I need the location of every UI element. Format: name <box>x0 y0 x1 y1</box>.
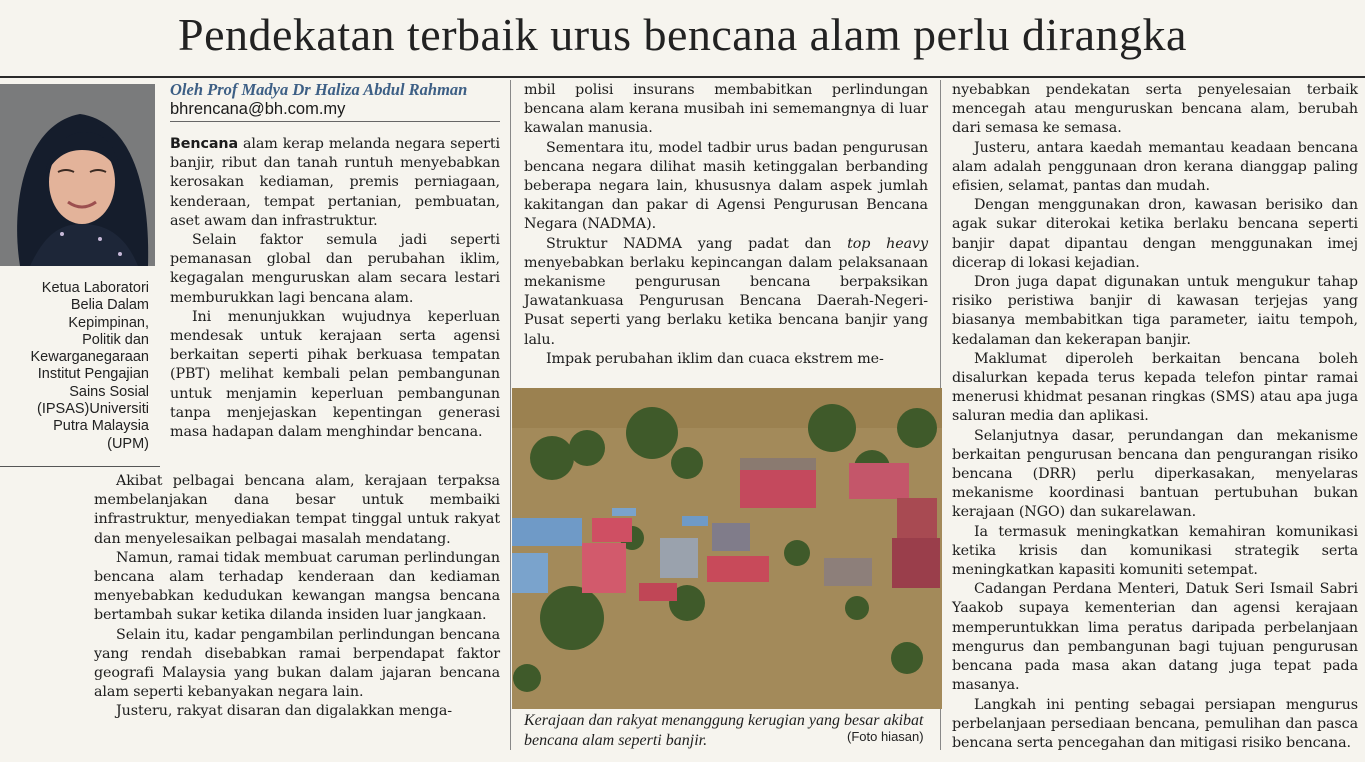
article-column-1 <box>170 135 500 442</box>
caption-line: Sains Sosial <box>69 383 149 400</box>
paragraph: mbil polisi insurans membabitkan perlindungan bencana alam kerana musibah ini sememangnya di luar kawalan manusia. <box>524 82 928 137</box>
column-divider <box>510 80 511 750</box>
paragraph <box>524 235 928 350</box>
paragraph: Cadangan Perdana Menteri, Datuk Seri Ismail Sabri Yaakob supaya kementerian dan agensi kerajaan memperuntukkan lima peratus daripada perbelanjaan mengurus dan pembangunan bagi tujuan pengurusan bencana pada masa akan datang juga tepat pada masanya. <box>952 581 1358 694</box>
author-caption <box>0 280 149 453</box>
paragraph: Impak perubahan iklim dan cuaca ekstrem me- <box>546 350 884 367</box>
byline-rule <box>170 121 500 122</box>
paragraph: Selain itu, kadar pengambilan perlindungan bencana yang rendah disebabkan ramai berpendapat faktor geografi Malaysia yang bukan dalam jajaran bencana alam seperti kebanyakan negara lain. <box>94 626 500 701</box>
paragraph: Akibat pelbagai bencana alam, kerajaan terpaksa membelanjakan dana besar untuk membaiki infrastruktur, menyediakan tempat tinggal untuk rakyat dan menyelesaikan pelbagai masalah mendatang. <box>94 473 500 547</box>
paragraph: Dron juga dapat digunakan untuk mengukur tahap risiko peristiwa banjir di kawasan terjejas yang biasanya membabitkan tiga parameter, iaitu tempoh, kedalaman dan kekerapan banjir. <box>952 274 1358 348</box>
caption-line: Putra Malaysia <box>53 418 149 435</box>
caption-line: Ketua Laboratori <box>41 280 149 296</box>
lead-word: Bencana <box>170 136 239 152</box>
photo-caption: Kerajaan dan rakyat menanggung kerugian yang besar akibat bencana alam seperti banjir. <box>524 712 924 749</box>
caption-line: Institut Pengajian <box>37 366 149 383</box>
caption-line: Politik dan <box>82 331 149 348</box>
byline: Oleh Prof Madya Dr Haliza Abdul Rahman <box>170 80 468 99</box>
caption-line: (UPM) <box>107 435 149 452</box>
paragraph: Dengan menggunakan dron, kawasan berisiko dan agak sukar diterokai ketika berlaku bencana seperti banjir dapat dipantau dengan menggunakan imej dicerap di lokasi kejadian. <box>952 197 1358 271</box>
paragraph: Justeru, rakyat disaran dan digalakkan menga- <box>116 703 452 720</box>
paragraph: Sementara itu, model tadbir urus badan pengurusan bencana negara dilihat masih ketinggalan berbanding beberapa negara lain, khususnya dalam aspek jumlah kakitangan dan pakar di Agensi Pengurusan Bencana Negara (NADMA). <box>524 139 928 233</box>
photo-credit: (Foto hiasan) <box>847 729 924 744</box>
paragraph: Namun, ramai tidak membuat caruman perlindungan bencana alam terhadap kenderaan dan kediaman menyebabkan kedudukan kewangan mangsa bencana bertambah sukar ketika dilanda insiden luar jangkaan. <box>94 549 500 624</box>
italic-phrase: top heavy <box>847 235 928 252</box>
article-column-1-lower <box>94 472 500 722</box>
headline-rule <box>0 76 1365 78</box>
headline: Pendekatan terbaik urus bencana alam perlu dirangka <box>178 9 1187 60</box>
caption-line: Kewarganegaraan <box>30 349 149 366</box>
author-photo <box>0 84 155 266</box>
paragraph: Justeru, antara kaedah memantau keadaan bencana alam adalah penggunaan dron kerana dianggap paling efisien, selamat, pantas dan mudah. <box>952 139 1358 195</box>
paragraph: Ia termasuk meningkatkan kemahiran komunikasi ketika krisis dan komunikasi strategik serta meningkatkan kapasiti komuniti setempat. <box>952 523 1358 579</box>
author-email: bhrencana@bh.com.my <box>170 100 346 118</box>
paragraph: Ini menunjukkan wujudnya keperluan mendesak untuk kerajaan serta agensi berkaitan seperti pihak berkuasa tempatan (PBT) melihat kembali pelan pembangunan untuk menjamin keperluan pembangunan tanpa menjejaskan kepentingan generasi masa hadapan dalam menghindar bencana. <box>170 308 500 441</box>
article-column-3 <box>952 81 1358 753</box>
paragraph: Maklumat diperoleh berkaitan bencana boleh disalurkan kepada terus kepada telefon pintar ramai menerusi khidmat pesanan ringkas (SMS) atau apa juga saluran media dan aplikasi. <box>952 350 1358 425</box>
caption-line: Belia Dalam <box>70 297 149 314</box>
article-column-2 <box>524 81 928 369</box>
paragraph: nyebabkan pendekatan serta penyelesaian terbaik mencegah atau menguruskan bencana alam, berubah dari semasa ke semasa. <box>952 82 1358 137</box>
paragraph: Selanjutnya dasar, perundangan dan mekanisme berkaitan pengurusan bencana dan pengurangan risiko bencana (DRR) perlu diperkasakan, menyelaras mekanisme koordinasi bantuan pertubuhan bukan kerajaan (NGO) dan sukarelawan. <box>952 427 1358 521</box>
sidebar-rule <box>0 466 160 467</box>
flood-photo <box>512 388 942 709</box>
paragraph-text: Struktur NADMA yang padat dan <box>546 235 848 252</box>
paragraph-text: menyebabkan berlaku kepincangan dalam pelaksanaan mekanisme pengurusan bencana berpaksikan Jawatankuasa Pengurusan Bencana Daerah-Negeri-Pusat seperti yang berlaku ketika bencana banjir yang lalu. <box>524 254 928 348</box>
paragraph: Langkah ini penting sebagai persiapan mengurus perbelanjaan persediaan bencana, pemulihan dan pasca bencana serta pencegahan dan mitigasi risiko bencana. <box>952 696 1358 751</box>
paragraph-text: alam kerap melanda negara seperti banjir, ribut dan tanah runtuh menyebabkan kerosakan kediaman, premis perniagaan, kenderaan, tempat pertanian, pembuatan, aset awam dan infrastruktur. <box>170 136 500 229</box>
caption-line: (IPSAS)Universiti <box>37 401 149 418</box>
paragraph: Selain faktor semula jadi seperti pemanasan global dan perubahan iklim, kegagalan menguruskan alam secara lestari memburukkan lagi bencana alam. <box>170 232 500 306</box>
paragraph <box>170 135 500 231</box>
caption-line: Kepimpinan, <box>68 314 149 331</box>
